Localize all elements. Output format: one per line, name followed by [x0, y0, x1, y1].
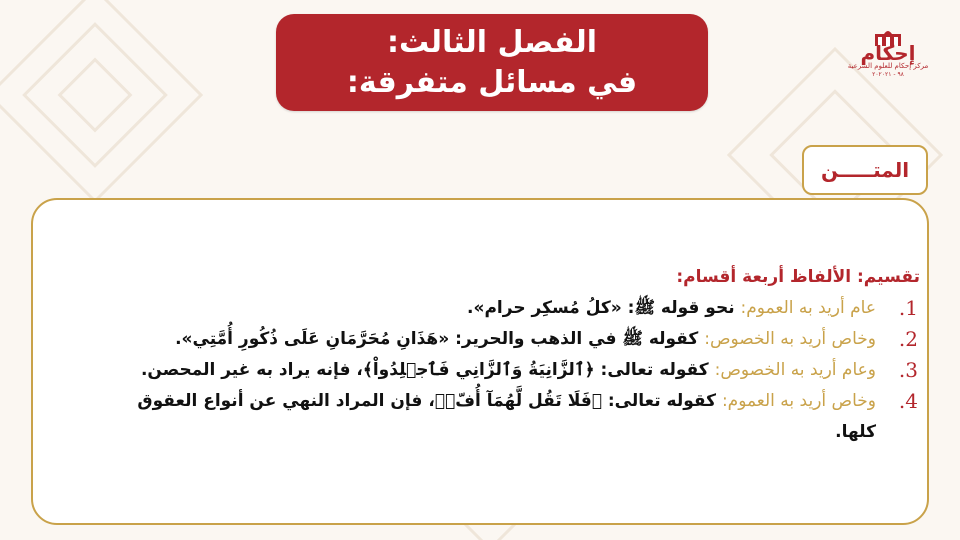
matn-section-tab: [802, 145, 928, 195]
list-item: [40, 355, 920, 386]
brand-tagline: ۹۸ - ۲۰۲۰۲۱: [872, 71, 904, 78]
item-number: 1.: [898, 296, 918, 320]
list-item: [40, 293, 920, 324]
item-label: وخاص أريد به الخصوص:: [704, 329, 876, 349]
chapter-title-line1: الفصل الثالث:: [387, 24, 597, 60]
chapter-title-line2: في مسائل متفرقة:: [346, 64, 638, 100]
item-continuation: كلها.: [835, 422, 876, 442]
item-label: وعام أريد به الخصوص:: [714, 360, 876, 380]
brand-name: إحكام: [860, 41, 916, 65]
matn-content: [40, 262, 920, 448]
matn-section-label: المتـــــن: [820, 158, 910, 182]
item-text: كقوله تعالى: ﴿ٱلزَّانِيَةُ وَٱلزَّانِي فَٱجۡلِدُواْ﴾، فإنه يراد به غير المحصن.: [140, 360, 715, 380]
item-number: 3.: [898, 358, 918, 382]
item-text: كقوله تعالى: ﴿فَلَا تَقُل لَّهُمَآ أُفّٖ﴾، فإن المراد النهي عن أنواع العقوق: [137, 391, 722, 411]
item-text: كقوله ﷺ في الذهب والحرير: «هَذَانِ مُحَرَّمَانِ عَلَى ذُكُورِ أُمَّتِي».: [175, 329, 705, 349]
item-label: وخاص أريد به العموم:: [721, 391, 876, 411]
section-heading: تقسيم: الألفاظ أربعة أقسام:: [676, 267, 920, 287]
chapter-title-box: [276, 14, 708, 111]
item-label: عام أريد به العموم:: [740, 298, 876, 318]
brand-logo: [846, 28, 930, 92]
item-text: نحو قوله ﷺ: «كلُ مُسكِر حرام».: [467, 298, 741, 318]
list-item: [40, 324, 920, 355]
item-number: 2.: [898, 327, 918, 351]
list-item: [40, 386, 920, 417]
item-number: 4.: [898, 389, 918, 413]
brand-subtitle: مركز إحكام للعلوم الشرعية: [847, 62, 929, 70]
